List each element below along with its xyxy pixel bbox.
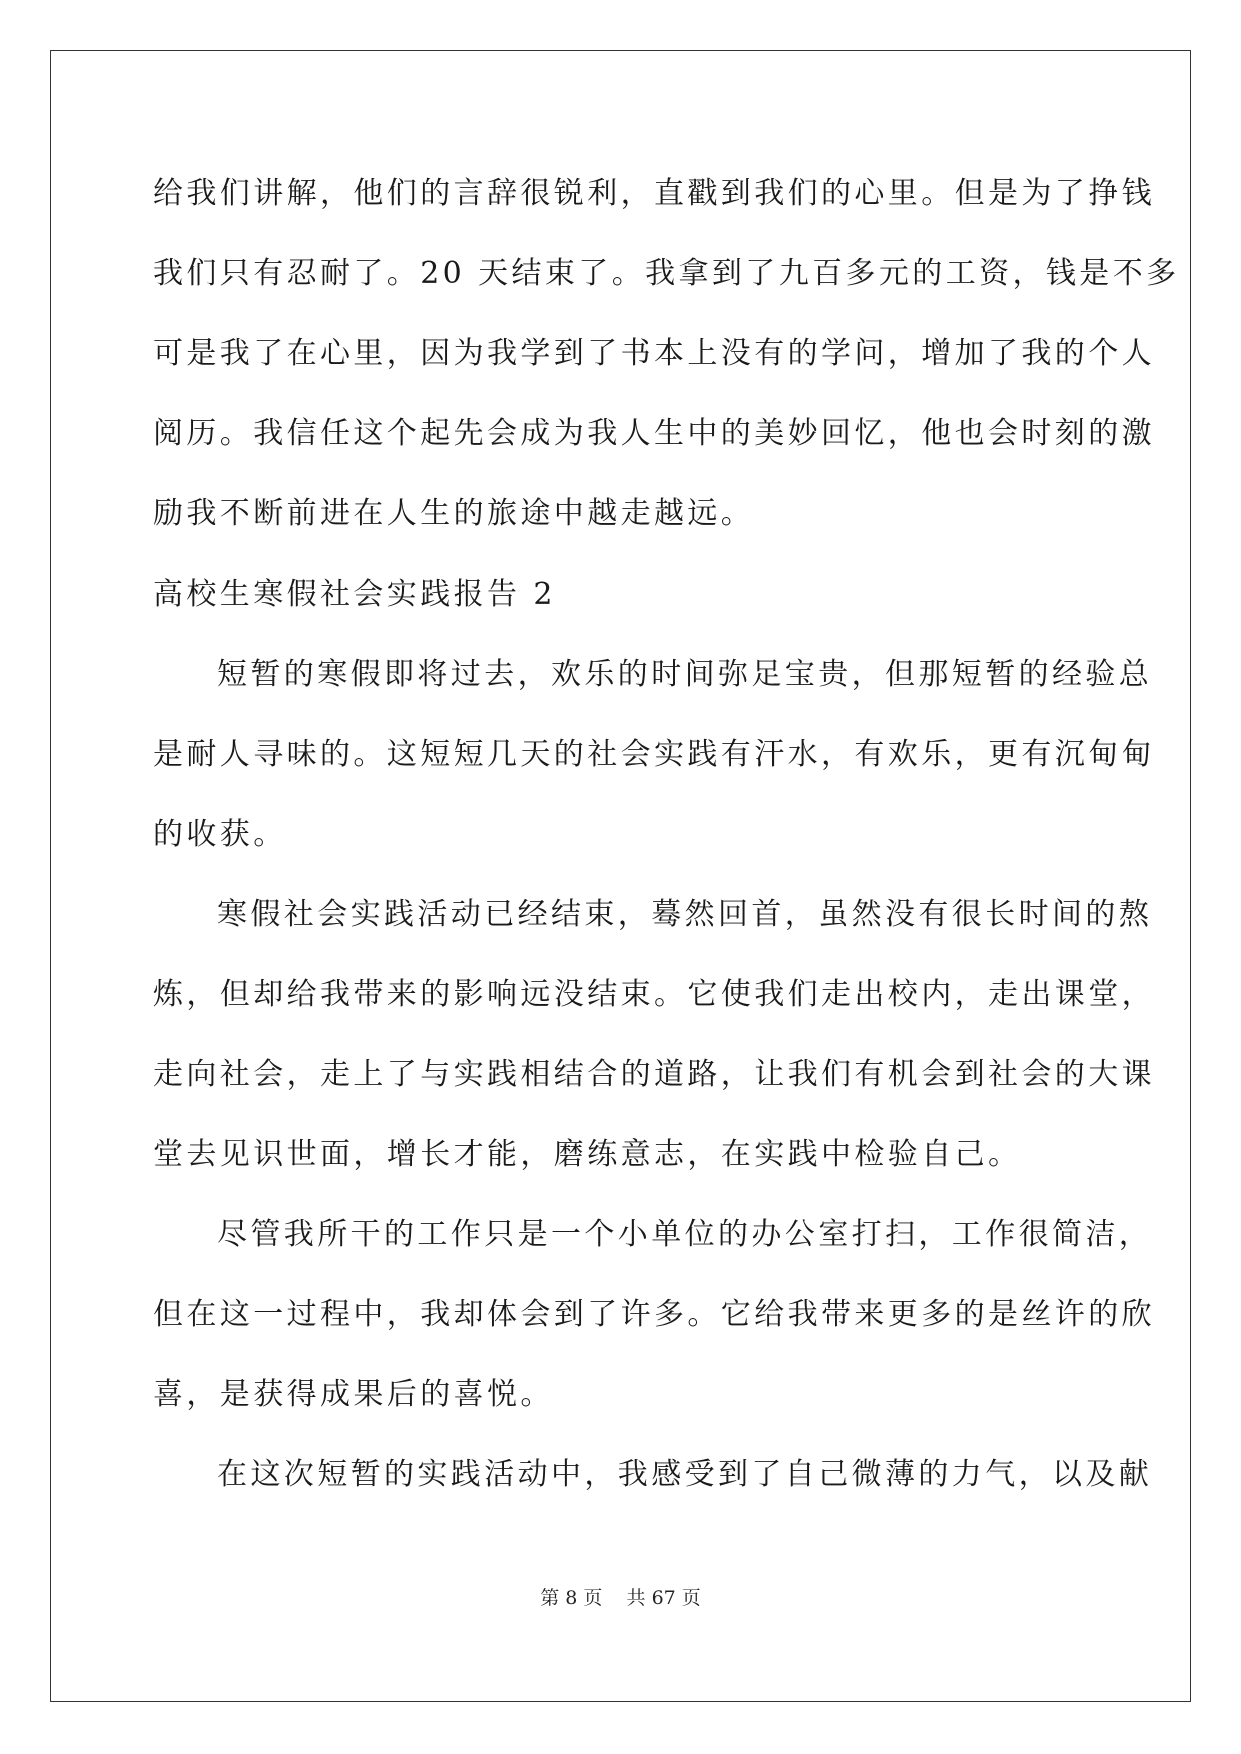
paragraph-line: 堂去见识世面，增长才能，磨练意志，在实践中检验自己。 [153, 1137, 1022, 1172]
paragraph-line: 给我们讲解，他们的言辞很锐利，直戳到我们的心里。但是为了挣钱 [153, 176, 1155, 211]
paragraph-line: 是耐人寻味的。这短短几天的社会实践有汗水，有欢乐，更有沉甸甸 [153, 737, 1155, 772]
page-number: 第 8 页 共 67 页 [540, 1587, 701, 1609]
paragraph-line: 炼，但却给我带来的影响远没结束。它使我们走出校内，走出课堂， [153, 977, 1155, 1012]
paragraph-line: 励我不断前进在人生的旅途中越走越远。 [153, 496, 755, 531]
paragraph-line: 喜，是获得成果后的喜悦。 [153, 1377, 554, 1412]
paragraph-line: 可是我了在心里，因为我学到了书本上没有的学问，增加了我的个人 [153, 336, 1155, 371]
paragraph-line: 短暂的寒假即将过去，欢乐的时间弥足宝贵，但那短暂的经验总 [217, 657, 1153, 692]
paragraph-line: 在这次短暂的实践活动中，我感受到了自己微薄的力气，以及献 [217, 1457, 1153, 1492]
paragraph-line: 的收获。 [153, 817, 287, 852]
paragraph-line: 阅历。我信任这个起先会成为我人生中的美妙回忆，他也会时刻的激 [153, 416, 1155, 451]
paragraph-line: 走向社会，走上了与实践相结合的道路，让我们有机会到社会的大课 [153, 1057, 1155, 1092]
paragraph-line: 尽管我所干的工作只是一个小单位的办公室打扫，工作很简洁， [217, 1217, 1153, 1252]
paragraph-line: 寒假社会实践活动已经结束，蓦然回首，虽然没有很长时间的熬 [217, 897, 1153, 932]
paragraph-line: 但在这一过程中，我却体会到了许多。它给我带来更多的是丝许的欣 [153, 1297, 1155, 1332]
paragraph-line: 我们只有忍耐了。20 天结束了。我拿到了九百多元的工资，钱是不多 [153, 256, 1180, 291]
section-heading: 高校生寒假社会实践报告 2 [153, 577, 556, 612]
